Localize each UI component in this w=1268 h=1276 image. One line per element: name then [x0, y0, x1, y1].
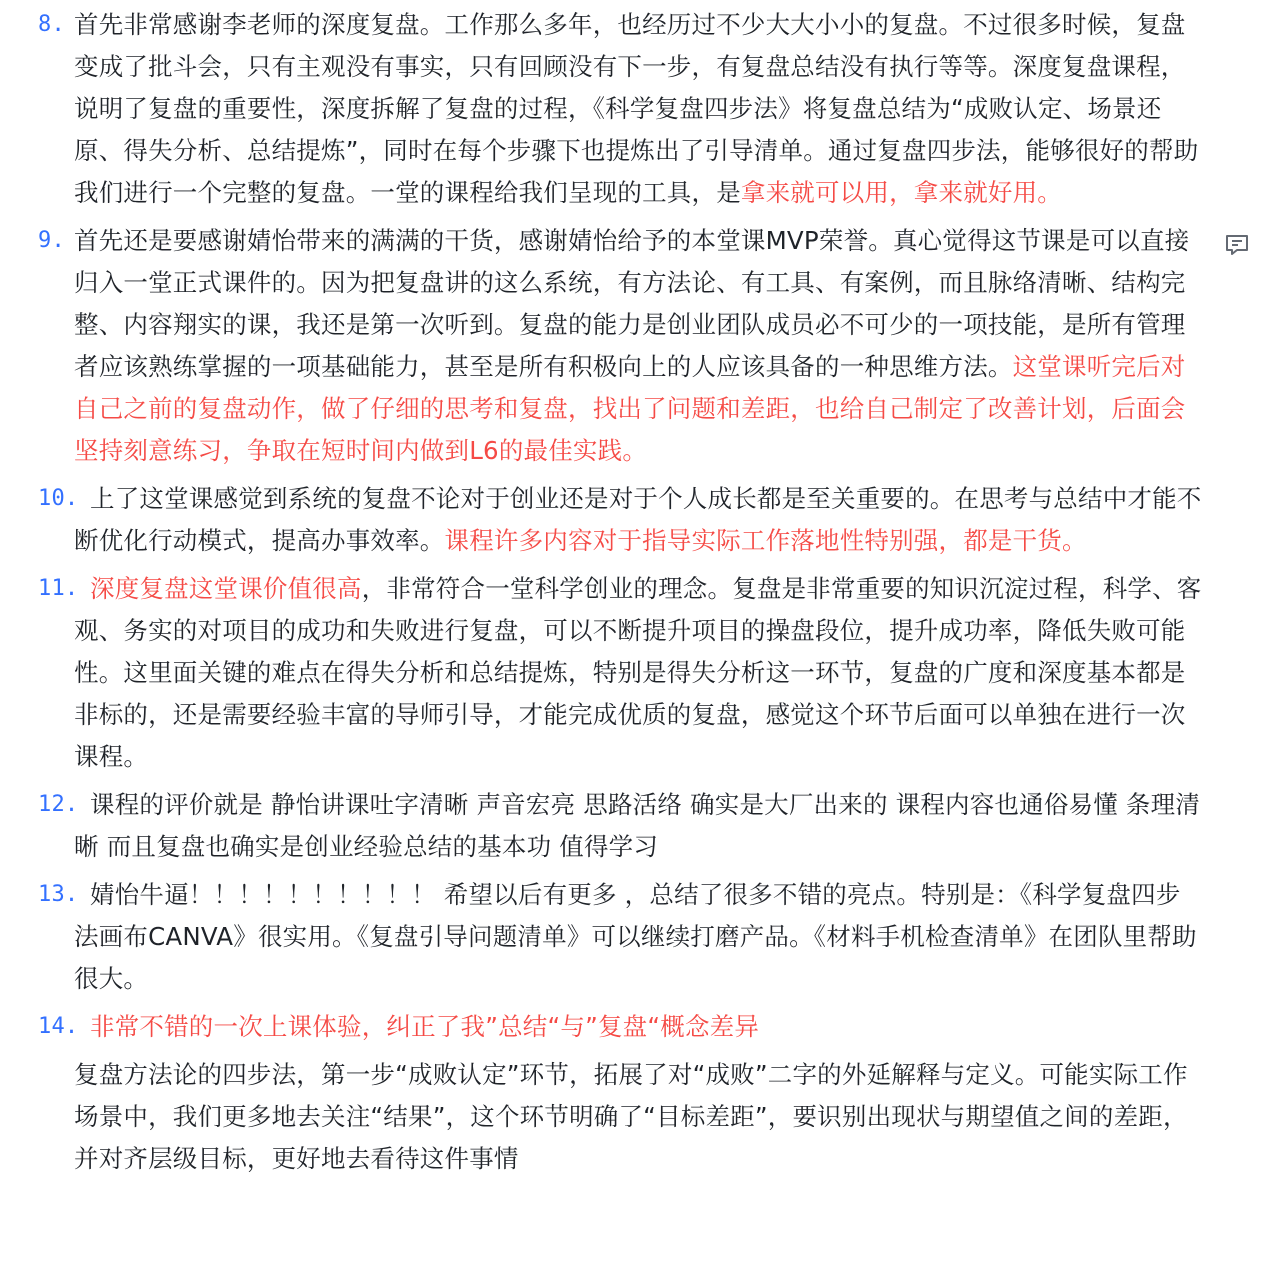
item-highlight-text: 深度复盘这堂课价值很高 — [90, 574, 362, 603]
item-highlight-text: 非常不错的一次上课体验，纠正了我”总结“与”复盘“概念差异 — [90, 1012, 760, 1041]
item-highlight-text: 拿来就可以用，拿来就好用。 — [740, 178, 1063, 207]
item-text: 上了这堂课感觉到系统的复盘不论对于创业还是对于个人成长都是至关重要的。在思考与总结中才能不断优化行动模式，提高办事效率。 — [74, 484, 1202, 555]
list-item-10 — [0, 478, 1268, 562]
item-text: ，非常符合一堂科学创业的理念。复盘是非常重要的知识沉淀过程，科学、客观、务实的对项目的成功和失败进行复盘，可以不断提升项目的操盘段位，提升成功率，降低失败可能性。这里面关键的难点在得失分析和总结提炼，特别是得失分析这一环节，复盘的广度和深度基本都是非标的，还是需要经验丰富的导师引导，才能完成优质的复盘，感觉这个环节后面可以单独在进行一次课程。 — [74, 574, 1202, 771]
item-highlight-text: 课程许多内容对于指导实际工作落地性特别强，都是干货。 — [444, 526, 1087, 555]
list-number: 8. — [38, 12, 65, 37]
list-item-11 — [0, 568, 1268, 778]
list-number: 13. — [38, 882, 79, 907]
item-highlight-text: 这堂课听完后对自己之前的复盘动作，做了仔细的思考和复盘，找出了问题和差距，也给自己制定了改善计划，后面会坚持刻意练习，争取在短时间内做到L6的最佳实践。 — [74, 352, 1186, 465]
item-text: 婧怡牛逼！！！！！！！！！！ 希望以后有更多 ，总结了很多不错的亮点。特别是：《科学复盘四步法画布CANVA》很实用。《复盘引导问题清单》可以继续打磨产品。《材料手机检查清单》在团队里帮助很大。 — [74, 880, 1197, 993]
list-number: 10. — [38, 486, 79, 511]
item-text: 首先非常感谢李老师的深度复盘。工作那么多年，也经历过不少大大小小的复盘。不过很多时候，复盘变成了批斗会，只有主观没有事实，只有回顾没有下一步，有复盘总结没有执行等等。深度复盘课程，说明了复盘的重要性，深度拆解了复盘的过程，《科学复盘四步法》将复盘总结为“成败认定、场景还原、得失分析、总结提炼”，同时在每个步骤下也提炼出了引导清单。通过复盘四步法，能够很好的帮助我们进行一个完整的复盘。一堂的课程给我们呈现的工具，是 — [74, 10, 1199, 207]
document-body — [0, 4, 1268, 1180]
list-item-14 — [0, 1006, 1268, 1048]
list-number: 11. — [38, 576, 79, 601]
item-text: 课程的评价就是 静怡讲课吐字清晰 声音宏亮 思路活络 确实是大厂出来的 课程内容也通俗易懂 条理清晰 而且复盘也确实是创业经验总结的基本功 值得学习 — [74, 790, 1201, 861]
list-number: 9. — [38, 228, 65, 253]
list-item-12 — [0, 784, 1268, 868]
list-item-8 — [0, 4, 1268, 214]
item-14-paragraph: 复盘方法论的四步法，第一步“成败认定”环节，拓展了对“成败”二字的外延解释与定义。可能实际工作场景中，我们更多地去关注“结果”，这个环节明确了“目标差距”，要识别出现状与期望值之间的差距，并对齐层级目标，更好地去看待这件事情 — [74, 1060, 1188, 1173]
list-number: 12. — [38, 792, 79, 817]
list-item-9 — [0, 220, 1268, 472]
comment-icon[interactable] — [1224, 228, 1250, 252]
list-number: 14. — [38, 1014, 79, 1039]
item-text: 首先还是要感谢婧怡带来的满满的干货，感谢婧怡给予的本堂课MVP荣誉。真心觉得这节课是可以直接归入一堂正式课件的。因为把复盘讲的这么系统，有方法论、有工具、有案例，而且脉络清晰、结构完整、内容翔实的课，我还是第一次听到。复盘的能力是创业团队成员必不可少的一项技能，是所有管理者应该熟练掌握的一项基础能力，甚至是所有积极向上的人应该具备的一种思维方法。 — [74, 226, 1190, 381]
list-item-13 — [0, 874, 1268, 1000]
